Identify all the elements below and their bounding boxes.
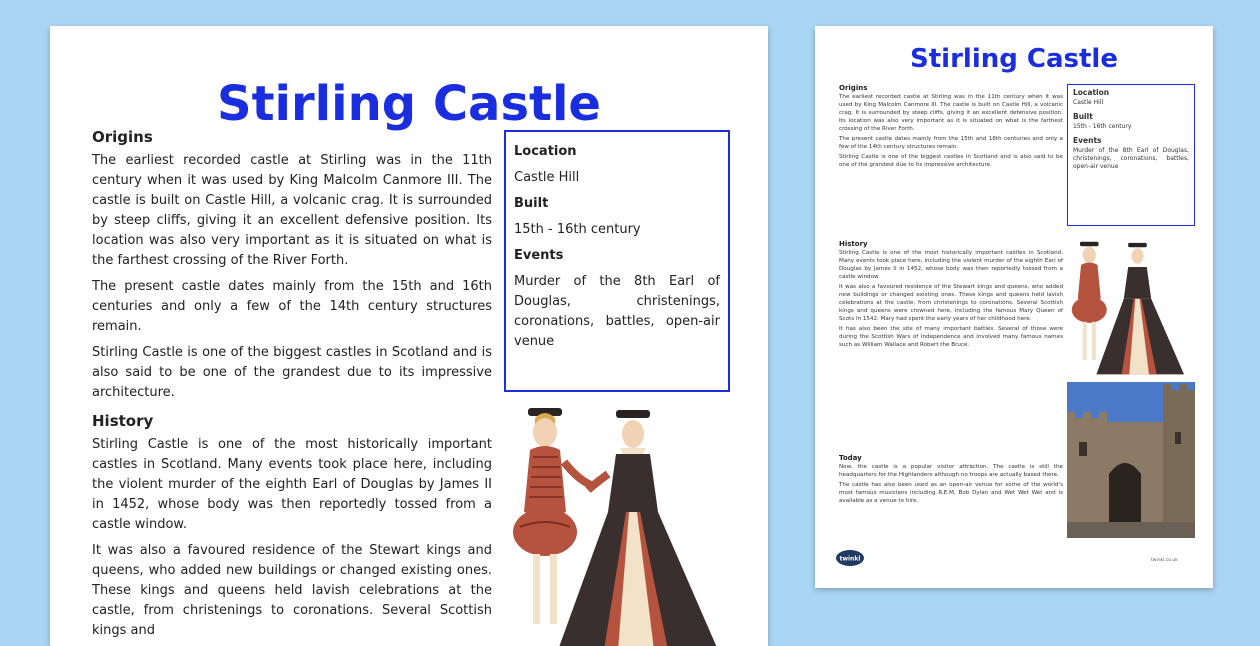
history-section — [92, 412, 492, 646]
origins-paragraph: Stirling Castle is one of the biggest castles in Scotland and is also said to be one of the grandest due to its impressive architecture. — [92, 345, 492, 400]
preview-today-heading: Today — [839, 454, 862, 462]
twinkl-logo — [835, 548, 865, 568]
location-value: Castle Hill — [514, 170, 580, 185]
preview-fact-box — [1067, 84, 1195, 226]
preview-history-heading: History — [839, 240, 868, 248]
preview-paragraph: Stirling Castle is one of the most historically important castles in Scotland. Many events took place here, including the violent murder of the eighth Earl of Douglas by James II in 1452, whose body was then reportedly tossed from a castle window. — [839, 250, 1063, 280]
history-heading: History — [92, 412, 154, 430]
built-label: Built — [514, 196, 549, 211]
preview-events-label: Events — [1073, 136, 1102, 145]
preview-paragraph: The earliest recorded castle at Stirling was in the 11th century when it was used by King Malcolm Canmore III. The castle is built on Castle Hill, a volcanic crag. It is surrounded by steep cliffs, giving it an excellent defensive position. Its location was also very important as it is situated on what is the farthest crossing of the River Forth. — [839, 94, 1063, 132]
twinkl-logo-icon — [835, 548, 865, 568]
preview-title: Stirling Castle — [910, 44, 1118, 74]
history-paragraph: Stirling Castle is one of the most historically important castles in Scotland. Many events took place here, including the violent murder of the eighth Earl of Douglas by James II in 1452, whose body was then reportedly tossed from a castle window. — [92, 437, 492, 532]
footer-url: twinkl.co.uk — [1151, 558, 1178, 563]
events-label: Events — [514, 248, 564, 263]
preview-origins-section — [839, 84, 1063, 171]
preview-built-value: 15th - 16th century — [1073, 123, 1132, 130]
preview-paragraph: It was also a favoured residence of the Stewart kings and queens, who added new buildings or changed existing ones. These kings and queens held lavish celebrations at the castle, from christenings to coronations. Several Scottish kings and queens were crowned here, including the famous Mary Queen of Scots in 1542. Mary had spent the early years of her childhood here. — [839, 284, 1063, 322]
origins-paragraph: The earliest recorded castle at Stirling was in the 11th century when it was used by King Malcolm Canmore III. The castle is built on Castle Hill, a volcanic crag. It is surrounded by steep cliffs, giving it an excellent defensive position. Its location was also very important as it is situated on what is the farthest crossing of the River Forth. — [92, 153, 492, 268]
history-paragraph: It was also a favoured residence of the Stewart kings and queens, who added new buildings or changed existing ones. These kings and queens held lavish celebrations at the castle, from christenings to coronations. Several Scottish kings and — [92, 543, 492, 638]
origins-section — [92, 128, 492, 409]
page-title: Stirling Castle — [217, 76, 601, 132]
preview-paragraph: Stirling Castle is one of the biggest castles in Scotland and is also said to be one of the grandest due to its impressive architecture. — [839, 154, 1063, 168]
preview-history-section — [839, 240, 1063, 351]
preview-paragraph: Now, the castle is a popular visitor attraction. The castle is still the headquarters for the Highlanders although no troops are actually based there. — [839, 464, 1063, 478]
preview-origins-heading: Origins — [839, 84, 868, 92]
tudor-couple-illustration — [508, 402, 738, 646]
preview-paragraph: The present castle dates mainly from the 15th and 16th centuries and only a few of the 14th century structures remain. — [839, 136, 1063, 150]
svg-text:twinkl: twinkl — [839, 555, 861, 563]
preview-events-value: Murder of the 8th Earl of Douglas, christenings, coronations, battles, open-air venue — [1073, 147, 1189, 170]
origins-heading: Origins — [92, 128, 153, 146]
preview-today-section — [839, 454, 1063, 507]
preview-paragraph: The castle has also been used as an open-air venue for some of the world's most famous musicians including R.E.M, Bob Dylan and Wet Wet Wet and is available as a venue to hire. — [839, 482, 1063, 504]
origins-paragraph: The present castle dates mainly from the 15th and 16th centuries and only a few of the 14th century structures remain. — [92, 279, 492, 334]
preview-built-label: Built — [1073, 112, 1093, 121]
woman-figure — [558, 410, 718, 646]
built-value: 15th - 16th century — [514, 222, 641, 237]
location-label: Location — [514, 144, 577, 159]
preview-location-value: Castle Hill — [1073, 99, 1104, 106]
worksheet-large — [50, 26, 768, 646]
preview-tudor-couple-illustration — [1069, 232, 1195, 382]
fact-box — [504, 130, 730, 392]
events-value: Murder of the 8th Earl of Douglas, christenings, coronations, battles, open-air venue — [514, 274, 720, 349]
worksheet-small-preview — [815, 26, 1213, 588]
preview-location-label: Location — [1073, 88, 1110, 97]
castle-gate-photo — [1067, 382, 1195, 538]
preview-paragraph: It has also been the site of many important battles. Several of those were during the Scottish Wars of Independence and involved many famous names such as William Wallace and Robert the Bruce. — [839, 326, 1063, 348]
